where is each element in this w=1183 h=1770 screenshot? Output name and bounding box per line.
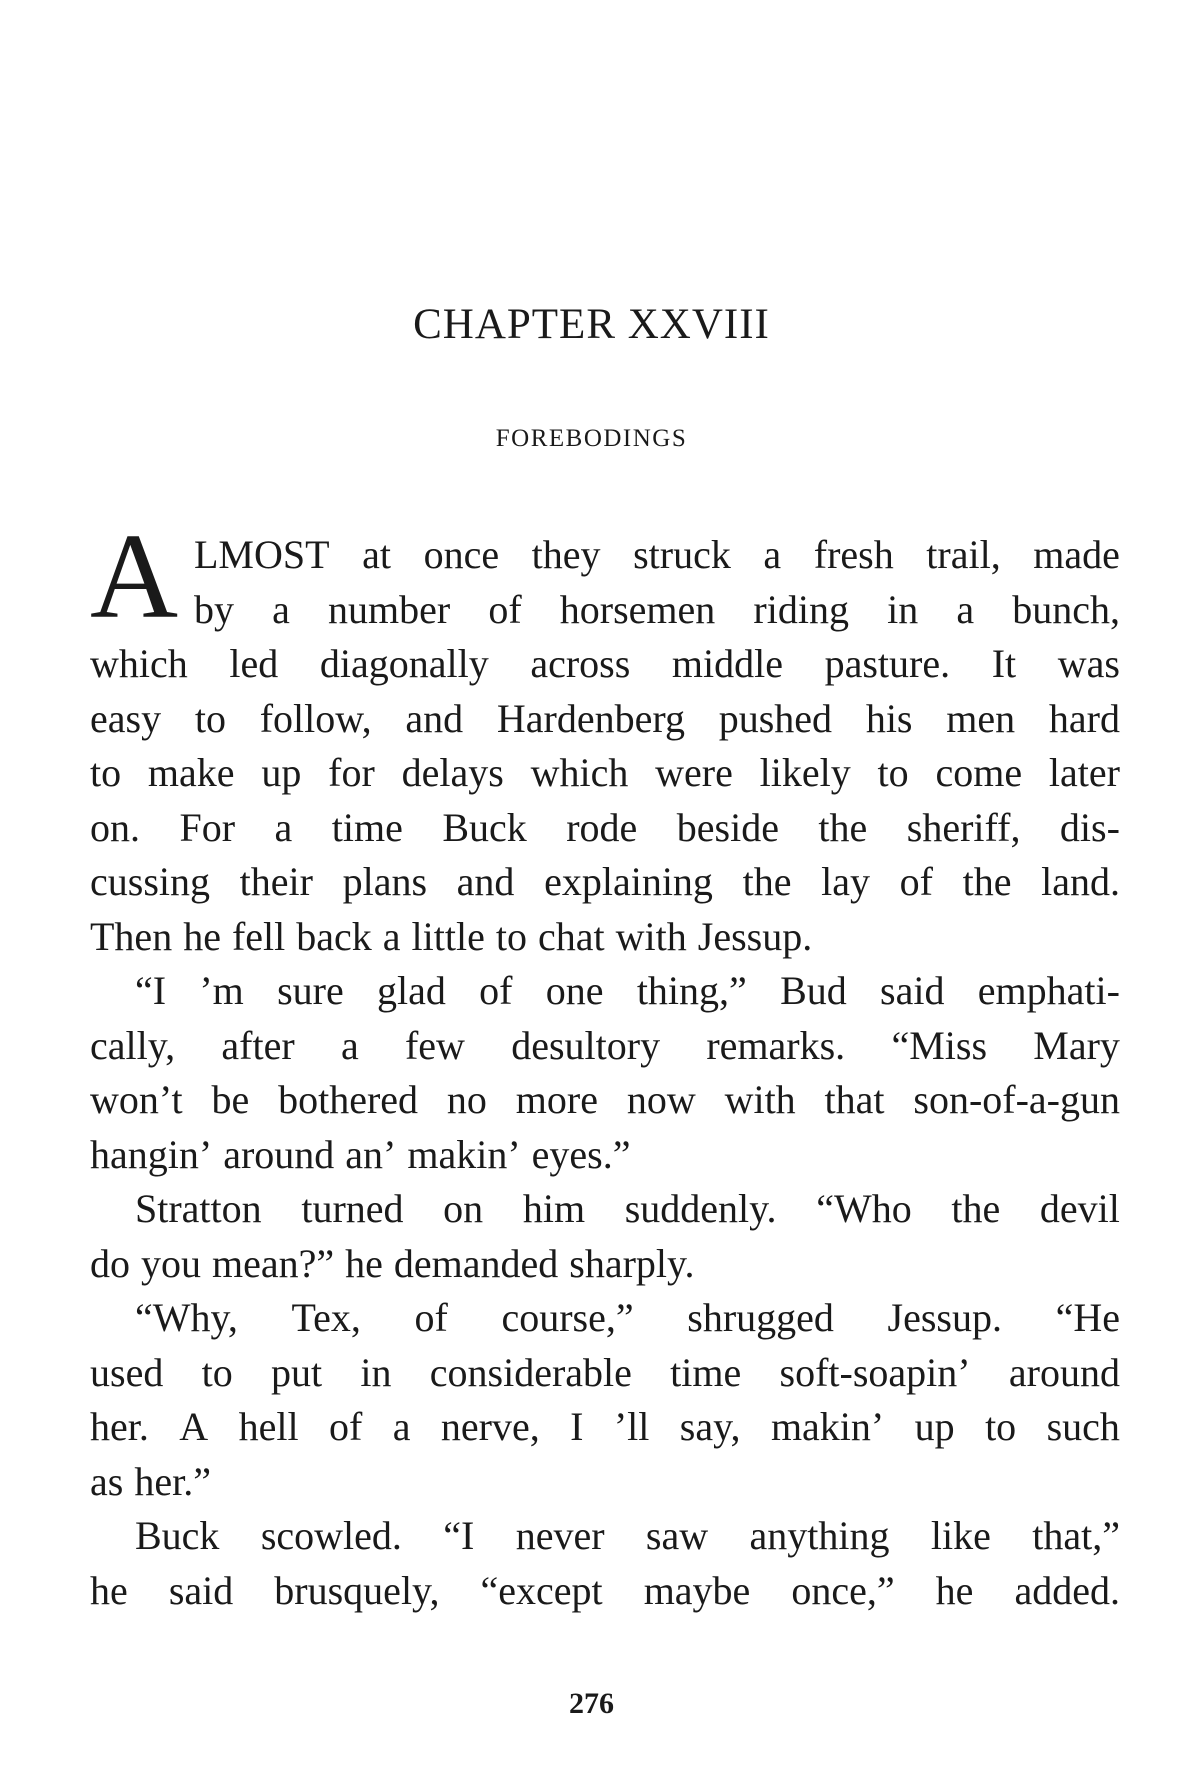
word: soft-soapin’ bbox=[779, 1349, 971, 1395]
word: a bbox=[272, 586, 290, 632]
word: struck bbox=[633, 532, 731, 577]
word: lay bbox=[821, 859, 870, 904]
word: later bbox=[1048, 750, 1120, 795]
word: after bbox=[221, 1022, 295, 1068]
word: makin’ bbox=[407, 1131, 521, 1177]
word: made bbox=[1033, 532, 1120, 577]
word: of bbox=[479, 968, 513, 1013]
text-line bbox=[90, 1128, 1120, 1183]
word: time bbox=[670, 1349, 742, 1395]
text-line bbox=[90, 1291, 1120, 1346]
word: Buck bbox=[442, 804, 527, 850]
word: which bbox=[90, 641, 188, 686]
word: hell bbox=[238, 1404, 299, 1449]
word: beside bbox=[676, 804, 779, 850]
word: hangin’ bbox=[90, 1131, 213, 1177]
word: he bbox=[183, 913, 221, 959]
word: turned bbox=[301, 1186, 404, 1231]
body-text bbox=[90, 509, 1120, 1618]
word: a bbox=[956, 586, 975, 632]
word: one bbox=[545, 968, 604, 1013]
word: with bbox=[615, 913, 687, 959]
word: scowled. bbox=[260, 1513, 402, 1558]
word: “I bbox=[135, 968, 167, 1013]
word: on bbox=[443, 1186, 484, 1231]
page-number: 276 bbox=[569, 1687, 614, 1720]
word: such bbox=[1046, 1404, 1120, 1449]
word: and bbox=[456, 859, 515, 904]
word: used bbox=[90, 1349, 164, 1395]
word: ’m bbox=[199, 968, 244, 1013]
word: emphati- bbox=[977, 968, 1120, 1013]
word: “Miss bbox=[891, 1022, 988, 1068]
word: thing,” bbox=[636, 968, 747, 1013]
word: was bbox=[1057, 641, 1120, 686]
word: A bbox=[179, 1404, 209, 1449]
word: make bbox=[147, 750, 235, 795]
word: no bbox=[446, 1077, 487, 1122]
word: to bbox=[877, 750, 909, 795]
word: bunch, bbox=[1012, 586, 1120, 632]
word: fell bbox=[231, 913, 286, 959]
word: said bbox=[168, 1567, 234, 1613]
word: considerable bbox=[429, 1349, 632, 1395]
word: son-of-a-gun bbox=[913, 1077, 1120, 1122]
word: suddenly. bbox=[624, 1186, 777, 1231]
word: brusquely, bbox=[274, 1567, 440, 1613]
text-line bbox=[90, 528, 1120, 583]
word: a bbox=[340, 1022, 359, 1068]
text-line bbox=[90, 1346, 1120, 1401]
text-line bbox=[90, 1400, 1120, 1455]
word: cussing bbox=[90, 859, 210, 904]
word: “Why, bbox=[135, 1295, 238, 1340]
word: of bbox=[899, 859, 933, 904]
word: sure bbox=[277, 968, 344, 1013]
word: ’ll bbox=[613, 1404, 650, 1449]
word: LMOST bbox=[194, 532, 330, 577]
word: pasture. bbox=[824, 641, 951, 686]
word: cally, bbox=[90, 1022, 176, 1068]
word: nerve, bbox=[440, 1404, 540, 1449]
word: plans bbox=[342, 859, 428, 904]
word: Bud bbox=[780, 968, 847, 1013]
chapter-subtitle: FOREBODINGS bbox=[495, 425, 688, 452]
word: middle bbox=[671, 641, 783, 686]
word: Tex, bbox=[291, 1295, 361, 1340]
word: Then bbox=[90, 913, 173, 959]
word: as bbox=[90, 1458, 124, 1504]
word: of bbox=[328, 1404, 363, 1449]
word: explaining bbox=[544, 859, 713, 904]
word: do bbox=[90, 1240, 130, 1286]
word: he bbox=[90, 1567, 128, 1613]
word: for bbox=[328, 750, 375, 795]
word: be bbox=[211, 1077, 250, 1122]
word: around bbox=[1008, 1349, 1120, 1395]
word: and bbox=[405, 695, 464, 741]
word: like bbox=[930, 1513, 991, 1558]
drop-cap: A bbox=[90, 509, 179, 644]
word: horsemen bbox=[559, 586, 716, 632]
word: anything bbox=[749, 1513, 890, 1558]
word: devil bbox=[1039, 1186, 1120, 1231]
word: Jessup. bbox=[887, 1295, 1002, 1340]
word: at bbox=[362, 532, 392, 577]
word: hard bbox=[1048, 695, 1120, 741]
word: I bbox=[570, 1404, 584, 1449]
text-line bbox=[90, 692, 1120, 747]
word: the bbox=[951, 1186, 1001, 1231]
text-line bbox=[90, 1182, 1120, 1237]
word: of bbox=[414, 1295, 448, 1340]
word: delays bbox=[401, 750, 504, 795]
word: “He bbox=[1055, 1295, 1120, 1340]
word: that bbox=[824, 1077, 885, 1122]
word: mean?” bbox=[212, 1240, 335, 1286]
word: Buck bbox=[135, 1513, 220, 1558]
word: across bbox=[530, 641, 631, 686]
word: of bbox=[488, 586, 522, 632]
word: to bbox=[985, 1404, 1017, 1449]
word: her.” bbox=[134, 1458, 211, 1504]
word: pushed bbox=[718, 695, 833, 741]
text-line bbox=[90, 1019, 1120, 1074]
word: land. bbox=[1041, 859, 1120, 904]
word: their bbox=[239, 859, 313, 904]
word: the bbox=[742, 859, 792, 904]
text-line bbox=[90, 583, 1120, 638]
word: chat bbox=[538, 913, 605, 959]
word: riding bbox=[753, 586, 849, 632]
word: an’ bbox=[345, 1131, 397, 1177]
word: course,” bbox=[501, 1295, 634, 1340]
word: up bbox=[261, 750, 302, 795]
word: remarks. bbox=[706, 1022, 846, 1068]
word: in bbox=[887, 586, 919, 632]
word: said bbox=[880, 968, 945, 1013]
word: saw bbox=[645, 1513, 709, 1558]
word: up bbox=[914, 1404, 955, 1449]
word: dis- bbox=[1059, 804, 1120, 850]
word: which bbox=[530, 750, 629, 795]
word: won’t bbox=[90, 1077, 183, 1122]
word: a bbox=[274, 804, 293, 850]
word: bothered bbox=[278, 1077, 419, 1122]
word: eyes.” bbox=[531, 1131, 631, 1177]
word: demanded bbox=[393, 1240, 559, 1286]
word: by bbox=[194, 586, 234, 632]
word: sharply. bbox=[569, 1240, 695, 1286]
word: him bbox=[522, 1186, 586, 1231]
word: men bbox=[946, 695, 1016, 741]
text-line bbox=[90, 910, 1120, 965]
word: his bbox=[865, 695, 913, 741]
word: with bbox=[724, 1077, 796, 1122]
word: makin’ bbox=[770, 1404, 885, 1449]
word: say, bbox=[679, 1404, 741, 1449]
word: back bbox=[296, 913, 372, 959]
word: never bbox=[515, 1513, 605, 1558]
word: Hardenberg bbox=[496, 695, 685, 741]
text-line bbox=[90, 637, 1120, 692]
word: added. bbox=[1014, 1567, 1120, 1613]
text-line bbox=[90, 855, 1120, 910]
text-line bbox=[90, 1509, 1120, 1564]
word: “I bbox=[443, 1513, 475, 1558]
text-line bbox=[90, 801, 1120, 856]
text-line bbox=[90, 1455, 1120, 1510]
word: Stratton bbox=[135, 1186, 262, 1231]
word: For bbox=[179, 804, 236, 850]
word: the bbox=[818, 804, 868, 850]
word: were bbox=[655, 750, 733, 795]
word: trail, bbox=[926, 532, 1001, 577]
word: put bbox=[270, 1349, 323, 1395]
word: her. bbox=[90, 1404, 149, 1449]
word: shrugged bbox=[687, 1295, 834, 1340]
word: to bbox=[201, 1349, 233, 1395]
word: that,” bbox=[1032, 1513, 1120, 1558]
word: he bbox=[345, 1240, 383, 1286]
word: you bbox=[141, 1240, 201, 1286]
word: a bbox=[382, 913, 401, 959]
word: few bbox=[404, 1022, 465, 1068]
word: fresh bbox=[813, 532, 894, 577]
text-line bbox=[90, 1073, 1120, 1128]
word: Mary bbox=[1033, 1022, 1120, 1068]
word: rode bbox=[566, 804, 638, 850]
word: maybe bbox=[643, 1567, 751, 1613]
word: they bbox=[531, 532, 601, 577]
word: the bbox=[962, 859, 1012, 904]
word: It bbox=[991, 641, 1017, 686]
word: easy bbox=[90, 695, 162, 741]
chapter-title: CHAPTER XXVIII bbox=[413, 301, 770, 348]
word: once,” bbox=[791, 1567, 895, 1613]
word: sheriff, bbox=[906, 804, 1021, 850]
text-line bbox=[90, 746, 1120, 801]
word: glad bbox=[377, 968, 446, 1013]
word: to bbox=[495, 913, 527, 959]
word: “Who bbox=[816, 1186, 912, 1231]
word: likely bbox=[759, 750, 851, 795]
word: to bbox=[194, 695, 226, 741]
word: Jessup. bbox=[697, 913, 813, 959]
word: he bbox=[935, 1567, 974, 1613]
word: in bbox=[360, 1349, 392, 1395]
word: diagonally bbox=[319, 641, 489, 686]
word: number bbox=[328, 586, 451, 632]
text-line bbox=[90, 1237, 1120, 1292]
text-line bbox=[90, 1564, 1120, 1619]
text-line bbox=[90, 964, 1120, 1019]
word: around bbox=[223, 1131, 335, 1177]
word: now bbox=[626, 1077, 696, 1122]
word: follow, bbox=[259, 695, 372, 741]
word: time bbox=[331, 804, 403, 850]
word: on. bbox=[90, 804, 140, 850]
word: “except bbox=[480, 1567, 603, 1613]
word: to bbox=[90, 750, 122, 795]
word: come bbox=[935, 750, 1023, 795]
word: a bbox=[392, 1404, 411, 1449]
word: more bbox=[515, 1077, 598, 1122]
word: little bbox=[411, 913, 485, 959]
word: once bbox=[423, 532, 500, 577]
word: desultory bbox=[511, 1022, 661, 1068]
word: a bbox=[763, 532, 782, 577]
word: led bbox=[229, 641, 279, 686]
